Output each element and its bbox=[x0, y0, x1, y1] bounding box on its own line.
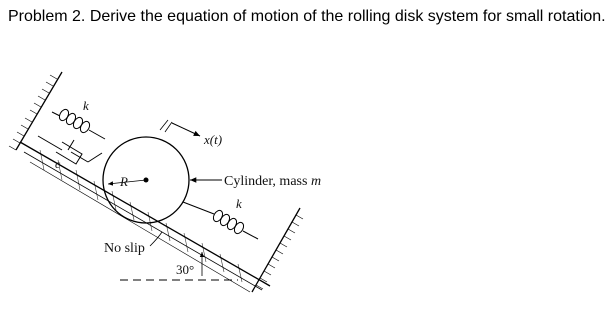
left-spring bbox=[52, 108, 105, 139]
radius-label: R bbox=[120, 174, 128, 189]
displacement-label: x(t) bbox=[204, 132, 223, 147]
right-wall bbox=[252, 208, 303, 292]
spring-left-label: k bbox=[83, 98, 89, 113]
angle-label: 30° bbox=[176, 262, 195, 277]
displacement-arrow bbox=[160, 120, 200, 136]
cylinder-label: Cylinder, mass m bbox=[224, 174, 322, 189]
no-slip-label: No slip bbox=[104, 241, 145, 256]
damper-label: c bbox=[55, 157, 61, 171]
left-wall bbox=[9, 72, 62, 150]
left-damper bbox=[38, 136, 102, 164]
right-spring bbox=[183, 202, 258, 239]
spring-right-label: k bbox=[236, 196, 242, 211]
problem-statement: Problem 2. Derive the equation of motion of the rolling disk system for small rotation. bbox=[8, 8, 606, 25]
